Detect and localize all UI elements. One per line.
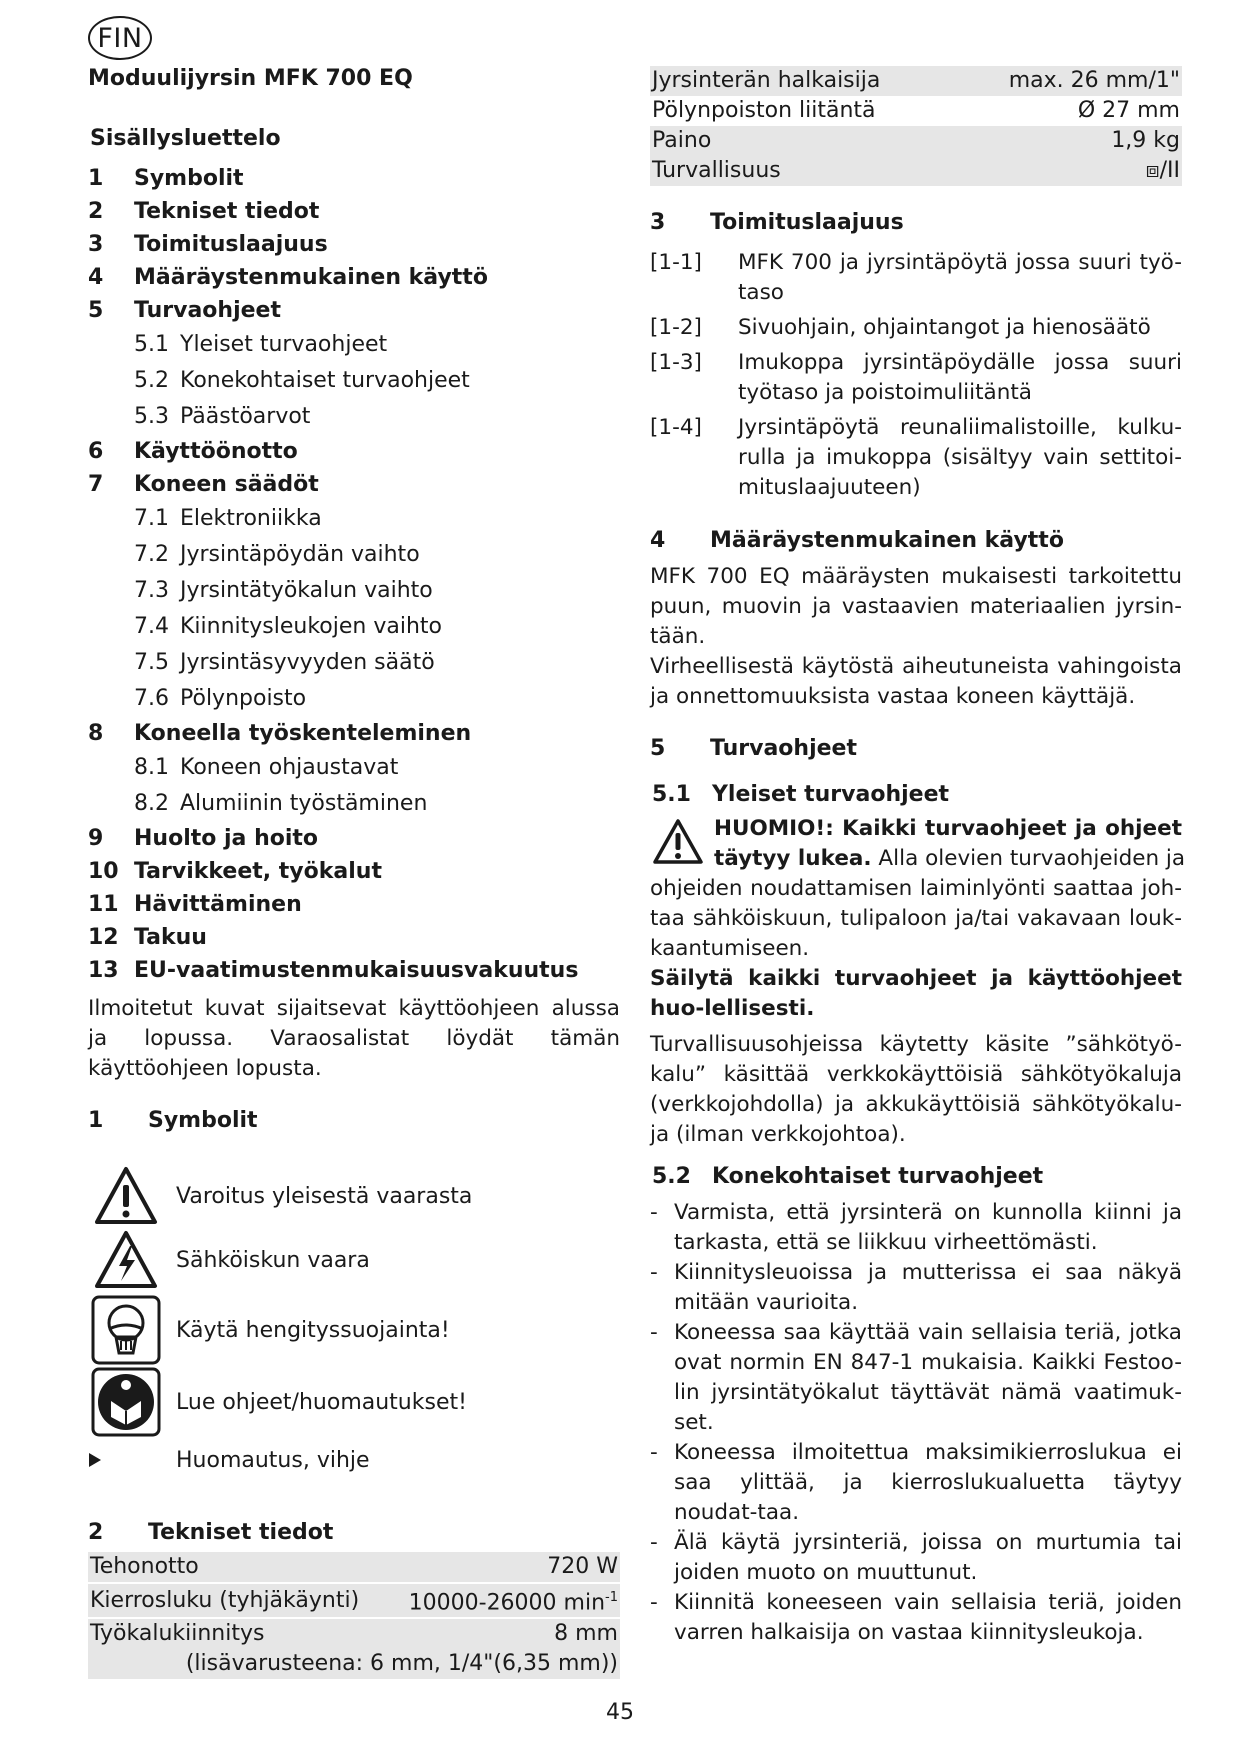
item-text: MFK 700 ja jyrsintäpöytä jossa suuri työ-taso xyxy=(738,250,1182,305)
item-key: [1-4] xyxy=(650,415,702,440)
tech-spec-table-continued xyxy=(650,66,1182,186)
toc-item[interactable] xyxy=(88,228,620,261)
spec-value: 1,9 kg xyxy=(953,126,1182,156)
toc-label: Hävittäminen xyxy=(134,892,302,917)
dash-marker: - xyxy=(650,1260,658,1285)
toc-subitem[interactable] xyxy=(88,537,620,573)
toc-label: Huolto ja hoito xyxy=(134,826,319,851)
toc-label: Jyrsintäpöydän vaihto xyxy=(180,542,420,567)
electric-shock-icon xyxy=(88,1222,164,1298)
section-number: 5 xyxy=(650,736,666,761)
symbol-label: Varoitus yleisestä vaarasta xyxy=(176,1183,473,1209)
toc-label: Elektroniikka xyxy=(180,506,322,531)
item-text: Koneessa saa käyttää vain sellaisia teriä, jotka ovat normin EN 847-1 mukaisia. Kaikki Festoo-lin jyrsintätyökalut täyttävät nämä vaatimuk-set. xyxy=(674,1320,1182,1435)
toc-label: Pölynpoisto xyxy=(180,686,307,711)
toc-subitem[interactable] xyxy=(88,363,620,399)
warning-text: Alla olevien turvaohjeiden ja xyxy=(871,846,1186,871)
toc-subitem[interactable] xyxy=(88,609,620,645)
toc-number: 7.5 xyxy=(134,650,169,675)
item-text: Sivuohjain, ohjaintangot ja hienosäätö xyxy=(738,315,1151,340)
toc-number: 13 xyxy=(88,958,119,983)
list-item xyxy=(650,1588,1182,1648)
spec-label: Tehonotto xyxy=(88,1552,387,1582)
section-number: 4 xyxy=(650,528,666,553)
toc-subitem[interactable] xyxy=(88,750,620,786)
toc-subitem[interactable] xyxy=(88,681,620,717)
toc-label: Konekohtaiset turvaohjeet xyxy=(180,368,470,393)
section-title: Määräystenmukainen käyttö xyxy=(710,528,1064,553)
toc-number: 11 xyxy=(88,892,119,917)
toc-item[interactable] xyxy=(88,921,620,954)
toc-item[interactable] xyxy=(88,888,620,921)
spec-value: ⧈/II xyxy=(953,156,1182,186)
symbol-row xyxy=(88,1222,370,1298)
section-heading-delivery xyxy=(650,210,904,235)
section-number: 1 xyxy=(88,1108,104,1133)
toc-heading: Sisällysluettelo xyxy=(90,126,281,151)
intended-use-paragraph: MFK 700 EQ määräysten mukaisesti tarkoitettu puun, muovin ja vastaavien materiaalien jyrsin-tään. xyxy=(650,564,1182,649)
toc-number: 8 xyxy=(88,721,104,746)
language-badge: FIN xyxy=(88,16,152,60)
toc-item[interactable] xyxy=(88,822,620,855)
section-number: 5.1 xyxy=(652,782,691,807)
spec-row xyxy=(650,156,1182,186)
toc-label: Alumiinin työstäminen xyxy=(180,791,428,816)
toc-label: Jyrsintäsyvyyden säätö xyxy=(180,650,435,675)
document-title: Moduulijyrsin MFK 700 EQ xyxy=(88,66,413,91)
toc-label: Määräystenmukainen käyttö xyxy=(134,265,488,290)
item-key: [1-2] xyxy=(650,315,702,340)
section-number: 5.2 xyxy=(652,1164,691,1189)
toc-label: Tarvikkeet, työkalut xyxy=(134,859,382,884)
section-heading-symbols xyxy=(88,1108,258,1133)
toc-number: 1 xyxy=(88,166,104,191)
toc-item[interactable] xyxy=(88,261,620,294)
tech-spec-table xyxy=(88,1552,620,1679)
list-item xyxy=(650,413,1182,503)
item-text: Imukoppa jyrsintäpöydälle jossa suuri työtaso ja poistoimuliitäntä xyxy=(738,350,1182,405)
spec-label: Työkalukiinnitys xyxy=(88,1619,387,1649)
spec-row xyxy=(650,96,1182,126)
spec-label: Turvallisuus xyxy=(650,156,953,186)
toc-label: Kiinnitysleukojen vaihto xyxy=(180,614,442,639)
toc-item[interactable] xyxy=(88,468,620,501)
toc-number: 12 xyxy=(88,925,119,950)
item-text: Koneessa ilmoitettua maksimikierroslukua ei saa ylittää, ja kierroslukualuetta täytyy noudat-taa. xyxy=(674,1440,1182,1525)
toc-number: 7 xyxy=(88,472,104,497)
symbol-label: Käytä hengityssuojainta! xyxy=(176,1317,450,1343)
warning-line-1: HUOMIO!: Kaikki turvaohjeet ja ohjeet xyxy=(714,816,1182,841)
toc-number: 5.1 xyxy=(134,332,169,357)
toc-subitem[interactable] xyxy=(88,399,620,435)
symbol-row xyxy=(88,1364,467,1440)
play-arrow-icon xyxy=(88,1444,110,1476)
section-title: Konekohtaiset turvaohjeet xyxy=(712,1164,1044,1189)
dash-marker: - xyxy=(650,1320,658,1345)
warning-emphasis: täytyy lukea. xyxy=(714,846,872,871)
toc-label: Koneen ohjaustavat xyxy=(180,755,399,780)
spec-value: 720 W xyxy=(387,1552,620,1582)
section-heading-intended-use xyxy=(650,528,1064,553)
toc-subitem[interactable] xyxy=(88,573,620,609)
toc-number: 9 xyxy=(88,826,104,851)
list-item xyxy=(650,1258,1182,1318)
spec-value: 8 mm xyxy=(387,1619,620,1649)
toc-number: 5 xyxy=(88,298,104,323)
spec-label: Kierrosluku (tyhjäkäynti) xyxy=(88,1584,387,1617)
symbol-label: Lue ohjeet/huomautukset! xyxy=(176,1389,467,1415)
list-item xyxy=(650,313,1182,343)
list-item xyxy=(650,1528,1182,1588)
spec-row xyxy=(650,66,1182,96)
dash-marker: - xyxy=(650,1440,658,1465)
warning-continuation: ohjeiden noudattamisen laiminlyönti saattaa joh-taa sähköiskuun, tulipaloon ja/tai vakavaan louk-kaantumiseen. xyxy=(650,876,1182,961)
toc-item[interactable] xyxy=(88,435,620,468)
toc-label: Toimituslaajuus xyxy=(134,232,328,257)
toc-subitem[interactable] xyxy=(88,327,620,363)
dash-marker: - xyxy=(650,1200,658,1225)
item-key: [1-3] xyxy=(650,350,702,375)
section-heading-tech xyxy=(88,1520,333,1545)
symbol-row xyxy=(88,1292,450,1368)
toc-label: Yleiset turvaohjeet xyxy=(180,332,388,357)
respirator-icon xyxy=(88,1292,164,1368)
list-item xyxy=(650,1438,1182,1528)
subsection-heading-general-safety xyxy=(652,782,949,807)
section-title: Symbolit xyxy=(148,1108,258,1133)
dash-marker: - xyxy=(650,1530,658,1555)
spec-value: Ø 27 mm xyxy=(1077,98,1180,123)
section-heading-safety xyxy=(650,736,857,761)
spec-value: (lisävarusteena: 6 mm, 1/4"(6,35 mm)) xyxy=(88,1649,620,1679)
subsection-heading-machine-safety xyxy=(652,1164,1043,1189)
toc-label: Tekniset tiedot xyxy=(134,199,320,224)
toc-label: Käyttöönotto xyxy=(134,439,298,464)
item-text: Älä käytä jyrsinteriä, joissa on murtumia tai joiden muoto on muuttunut. xyxy=(674,1530,1182,1585)
spec-label: Pölynpoiston liitäntä xyxy=(652,98,876,123)
toc-number: 7.6 xyxy=(134,686,169,711)
list-item xyxy=(650,348,1182,408)
toc-number: 8.2 xyxy=(134,791,169,816)
toc-label: Jyrsintätyökalun vaihto xyxy=(180,578,433,603)
toc-label: Koneen säädöt xyxy=(134,472,319,497)
toc-number: 4 xyxy=(88,265,104,290)
keep-instructions-note: Säilytä kaikki turvaohjeet ja käyttöohjeet huo-lellisesti. xyxy=(650,966,1182,1021)
toc-label: Takuu xyxy=(134,925,207,950)
warning-line-2 xyxy=(714,844,1186,874)
toc-label: Turvaohjeet xyxy=(134,298,281,323)
symbol-row xyxy=(88,1444,370,1476)
spec-row xyxy=(88,1619,620,1649)
page-number: 45 xyxy=(606,1700,634,1725)
toc-item[interactable] xyxy=(88,855,620,888)
toc-number: 5.2 xyxy=(134,368,169,393)
toc-number: 5.3 xyxy=(134,404,169,429)
spec-value: max. 26 mm/1" xyxy=(953,66,1182,96)
toc-number: 7.1 xyxy=(134,506,169,531)
section-title: Yleiset turvaohjeet xyxy=(712,782,950,807)
toc-item[interactable] xyxy=(88,195,620,228)
item-text: Varmista, että jyrsinterä on kunnolla kiinni ja tarkasta, että se liikkuu virheettömästi. xyxy=(674,1200,1182,1255)
section-number: 2 xyxy=(88,1520,104,1545)
toc-label: Koneella työskenteleminen xyxy=(134,721,472,746)
section-number: 3 xyxy=(650,210,666,235)
liability-paragraph: Virheellisestä käytöstä aiheutuneista vahingoista ja onnettomuuksista vastaa koneen käyttäjä. xyxy=(650,654,1182,709)
toc-number: 7.2 xyxy=(134,542,169,567)
toc-subitem[interactable] xyxy=(88,501,620,537)
read-manual-icon xyxy=(88,1364,164,1440)
toc-subitem[interactable] xyxy=(88,645,620,681)
toc-number: 7.3 xyxy=(134,578,169,603)
toc-label: Päästöarvot xyxy=(180,404,311,429)
toc-label: EU-vaatimustenmukaisuusvakuutus xyxy=(134,958,579,983)
spec-label: Jyrsinterän halkaisija xyxy=(650,66,953,96)
toc-item[interactable] xyxy=(88,954,620,987)
symbol-label: Huomautus, vihje xyxy=(176,1447,370,1473)
table-of-contents xyxy=(88,162,620,987)
spec-row xyxy=(88,1649,620,1679)
toc-number: 7.4 xyxy=(134,614,169,639)
toc-number: 8.1 xyxy=(134,755,169,780)
section-title: Turvaohjeet xyxy=(710,736,857,761)
spec-value-exponent: -1 xyxy=(605,1590,618,1605)
spec-value-text: 10000-26000 min xyxy=(408,1590,606,1616)
item-text: Kiinnitysleuoissa ja mutterissa ei saa näkyä mitään vaurioita. xyxy=(674,1260,1182,1315)
toc-number: 6 xyxy=(88,439,104,464)
toc-subitem[interactable] xyxy=(88,786,620,822)
symbol-label: Sähköiskun vaara xyxy=(176,1247,370,1273)
machine-safety-list xyxy=(650,1198,1182,1648)
toc-label: Symbolit xyxy=(134,166,244,191)
spec-label: Paino xyxy=(650,126,953,156)
spec-value xyxy=(387,1584,620,1617)
toc-item[interactable] xyxy=(88,294,620,327)
delivery-list xyxy=(650,248,1182,508)
spec-row xyxy=(88,1584,620,1617)
item-key: [1-1] xyxy=(650,250,702,275)
warning-triangle-icon xyxy=(652,818,704,870)
toc-number: 10 xyxy=(88,859,119,884)
power-tool-term-paragraph: Turvallisuusohjeissa käytetty käsite ”sähkötyö-kalu” käsittää verkkokäyttöisiä sähkötyökaluja (verkkojohdolla) ja akkukäyttöisiä sähkötyökalu-ja (ilman verkkojohtoa). xyxy=(650,1032,1182,1147)
toc-item[interactable] xyxy=(88,717,620,750)
section-title: Toimituslaajuus xyxy=(710,210,904,235)
spec-row xyxy=(88,1552,620,1582)
list-item xyxy=(650,1318,1182,1438)
item-text: Kiinnitä koneeseen vain sellaisia teriä, joiden varren halkaisija on vastaa kiinnitysleukoja. xyxy=(674,1590,1182,1645)
list-item xyxy=(650,1198,1182,1258)
dash-marker: - xyxy=(650,1590,658,1615)
section-title: Tekniset tiedot xyxy=(148,1520,334,1545)
toc-item[interactable] xyxy=(88,162,620,195)
item-text: Jyrsintäpöytä reunaliimalistoille, kulku-rulla ja imukoppa (sisältyy vain settitoi-mituslaajuuteen) xyxy=(738,415,1182,500)
list-item xyxy=(650,248,1182,308)
toc-number: 3 xyxy=(88,232,104,257)
intro-paragraph: Ilmoitetut kuvat sijaitsevat käyttöohjeen alussa ja lopussa. Varaosalistat löydät tämän käyttöohjeen lopusta. xyxy=(88,996,620,1081)
toc-number: 2 xyxy=(88,199,104,224)
spec-row xyxy=(650,126,1182,156)
